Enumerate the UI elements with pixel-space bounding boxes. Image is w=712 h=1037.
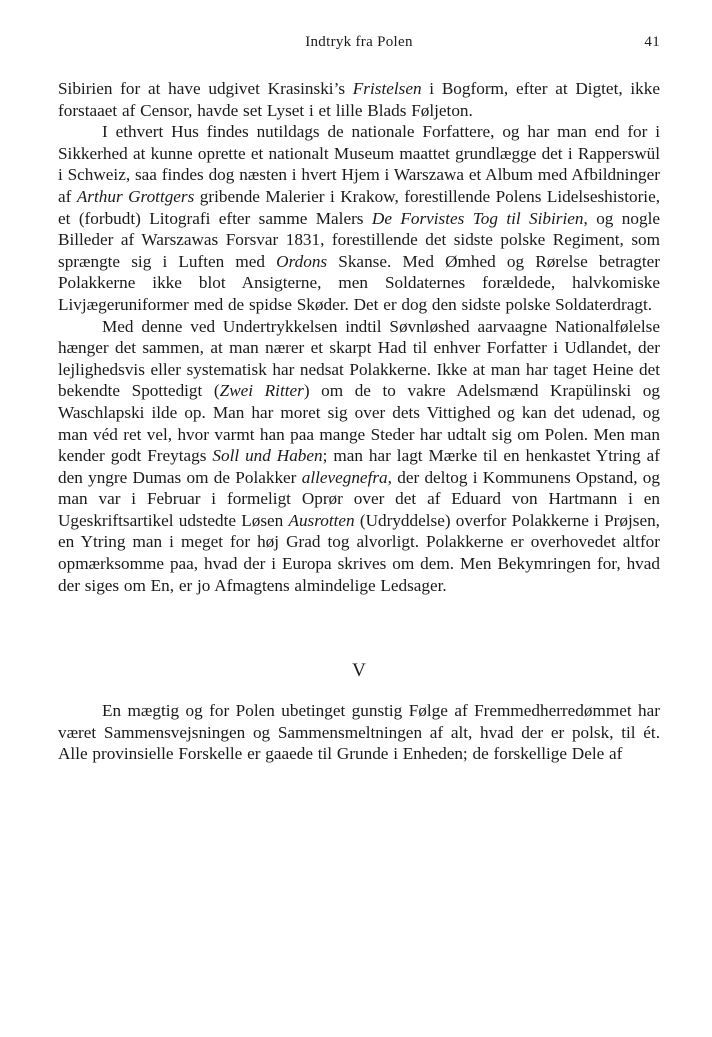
text-run: Skanse. Med Ømhed og Rørelse betragter Polakkerne ikke blot Ansigterne, men Soldaternes forældede, halvkomiske Livjægeruniformer med de spidse Skøder. Det er dog den sidste polske Soldaterdragt. (58, 251, 660, 314)
text-run: ) om de to vakre Adelsmænd Krapülinski og Waschlapski ilde op. Man har moret sig over dets Vittighed og kan det udenad, og man véd ret vel, hvor varmt han paa mange Steder har udtalt sig om Polen. Men man kender godt Freytags (58, 381, 660, 466)
italic-title: allevegnefra (301, 467, 388, 487)
text-run: Sibirien for at have udgivet Krasinski’s (58, 79, 353, 98)
text-run: Med denne ved Undertrykkelsen indtil Søvnløshed aarvaagne Nationalfølelse hænger det sammen, at man nærer et skarpt Had til enhver Forfatter i Udlandet, der lejlighedsvis eller systematisk har nedsat Polakkerne. Ikke at man har taget Heine det bekendte Spottedigt ( (58, 316, 660, 401)
running-head (58, 34, 660, 58)
italic-title: Fristelsen (352, 79, 422, 98)
paragraph (58, 316, 660, 597)
page-number: 41 (644, 34, 660, 50)
italic-title: De Forvistes Tog til Sibirien (371, 208, 584, 228)
text-run: , og nogle Billeder af Warszawas Forsvar 1831, forestillende det sidste polske Regiment, som sprængte sig i Luften med (58, 208, 660, 271)
text-run: ; man har lagt Mærke til en henkastet Ytring af den yngre Dumas om de Polakker (58, 446, 661, 487)
italic-title: Soll und Haben (212, 446, 323, 466)
text-run: I ethvert Hus findes nutildags de nationale Forfattere, og har man end for i Sikkerhed at kunne oprette et nationalt Museum maattet grundlægge det i Rapperswül i Schweiz, saa findes dog næsten i hvert Hjem i Warszawa et Album med Afbildninger af (58, 122, 660, 206)
text-run: , der deltog i Kommunens Opstand, og man var i Februar i formeligt Oprør over det af Eduard von Hartmann i en Ugeskriftsartikel udstedte Løsen (58, 467, 660, 530)
body-text (58, 78, 660, 596)
chapter-paragraph: En mægtig og for Polen ubetinget gunstig Følge af Fremmedherredømmet har været Sammensvejsningen og Sammensmeltningen af alt, hvad der er polsk, til ét. Alle provinsielle Forskelle er gaaede til Grunde i Enheden; de forskellige Dele af (58, 701, 660, 764)
italic-title: Arthur Grottgers (76, 186, 195, 206)
text-run: i Bogform, efter at Digtet, ikke forstaaet af Censor, havde set Lyset i et lille Blads Føljeton. (58, 79, 660, 120)
chapter-heading: V (352, 660, 366, 682)
text-run: (Udryddelse) overfor Polakkerne i Prøjsen, en Ytring man i meget for høj Grad tog alvorligt. Polakkerne er overhovedet altfor opmærksomme paa, hvad der i Europa skrives om dem. Men Bekymringen for, hvad der siges om En, er jo Afmagtens almindelige Ledsager. (58, 510, 660, 595)
book-page (58, 34, 660, 765)
italic-title: Zwei Ritter (219, 381, 304, 401)
text-run: gribende Malerier i Krakow, forestillende Polens Lidelseshistorie, et (forbudt) Litografi efter samme Malers (58, 186, 661, 228)
paragraph (58, 121, 660, 315)
paragraph (58, 78, 660, 121)
italic-title: Ausrotten (288, 510, 355, 530)
italic-title: Ordons (276, 251, 328, 271)
running-title: Indtryk fra Polen (305, 34, 413, 50)
